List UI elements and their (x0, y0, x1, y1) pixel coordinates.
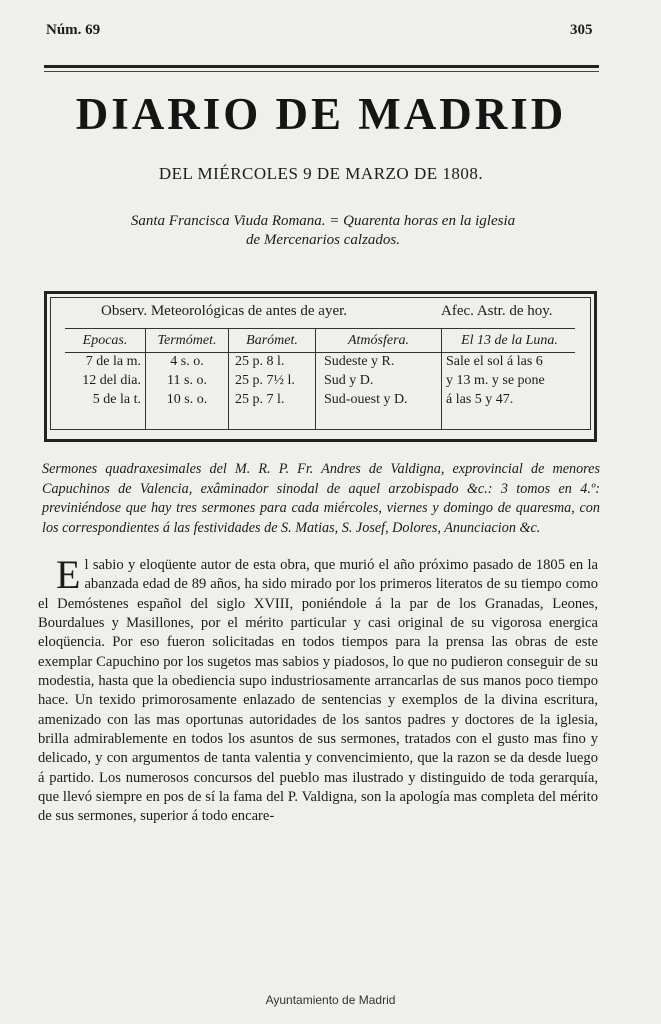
table-cell: 25 p. 7½ l. (235, 373, 295, 388)
page-number: 305 (570, 22, 593, 38)
weather-title-right: Afec. Astr. de hoy. (441, 303, 553, 319)
table-cell: Sud y D. (324, 373, 374, 388)
table-cell: Sud-ouest y D. (324, 392, 408, 407)
col-epocas (65, 329, 145, 429)
drop-cap: E (56, 552, 81, 597)
table-cell: y 13 m. y se pone (446, 373, 545, 388)
col-astro (442, 329, 577, 429)
col-header: Epocas. (82, 333, 128, 348)
saint-of-day (58, 212, 588, 250)
table-cell: Sale el sol á las 6 (446, 354, 543, 369)
col-atmosfera (316, 329, 441, 429)
article-text: l sabio y eloqüente autor de esta obra, que murió el año próximo pasado de 1805 en la abanzada edad de 89 años, ha sido mirado por los primeros literatos de su tiempo como el Demóstenes español del siglo XVIII, poniéndole á la par de los Granadas, Leones, Bourdalues y Masillones, por el mérito particular y casi original de su vigorosa energica eloqüencia. Por eso fueron solicitadas en todos tiempos para la prensa las obras de este exemplar Capuchino por los sugetos mas sabios y piadosos, lo que no pudieron conseguir de su modestia, hasta que la obediencia supo industriosamente arrancarlas de sus manos poco tiempo hace. Un texido primorosamente enlazado de sentencias y exemplos de la divina escritura, amenizado con las mas oportunas autoridades de los santos padres y doctores de la iglesia, brilla admirablemente en todos los asuntos de sus sermones, tratados con el gusto mas fino y delicado, y con argumentos de tanta valentia y convencimiento, que la razon se da desde luego á partido. Los numerosos concursos del pueblo mas ilustrado y distinguido de toda gerarquía, que llevó siempre en pos de sí la fama del P. Valdigna, son la apología mas completa del mérito de sus sermones, superior á todo encare- (38, 557, 598, 825)
header-rule-thin (44, 71, 599, 72)
table-cell: 12 del dia. (82, 373, 141, 388)
weather-title-left: Observ. Meteorológicas de antes de ayer. (101, 303, 348, 319)
col-termometro (146, 329, 228, 429)
table-cell: 5 de la t. (92, 392, 141, 407)
table-cell: Sudeste y R. (324, 354, 395, 369)
col-header: El 13 de la Luna. (461, 333, 558, 348)
weather-table-inner (50, 297, 591, 430)
table-cell: 25 p. 7 l. (235, 392, 285, 407)
issue-number: Núm. 69 (46, 22, 101, 38)
col-header: Atmósfera. (347, 333, 410, 348)
table-cell: á las 5 y 47. (446, 392, 514, 407)
saint-line-2: de Mercenarios calzados. (246, 232, 400, 248)
masthead-title: DIARIO DE MADRID (75, 89, 567, 139)
table-cell: 11 s. o. (167, 373, 207, 388)
article-intro: Sermones quadraxesimales del M. R. P. Fr. Andres de Valdigna, exprovincial de menores Capuchinos de Valencia, exâminador sinodal de aquel arzobispado &c.: 3 tomos en 4.º: previniéndose que hay tres sermones para cada miércoles, viernes y domingo de quaresma, con los correspondientes á las festividades de S. Matias, S. Josef, Dolores, Anunciacion &c. (42, 461, 600, 536)
weather-table (44, 291, 597, 442)
col-header: Termómet. (157, 333, 217, 348)
header-rule (44, 65, 599, 68)
footer-credit: Ayuntamiento de Madrid (265, 993, 396, 1007)
table-cell: 7 de la m. (85, 354, 141, 369)
article-body (38, 552, 598, 827)
date-line: DEL MIÉRCOLES 9 DE MARZO DE 1808. (158, 164, 484, 183)
table-cell: 25 p. 8 l. (235, 354, 285, 369)
col-header: Barómet. (246, 333, 298, 348)
col-barometro (229, 329, 315, 429)
table-cell: 4 s. o. (170, 354, 204, 369)
table-cell: 10 s. o. (166, 392, 208, 407)
saint-line-1: Santa Francisca Viuda Romana. = Quarenta horas en la iglesia (130, 213, 516, 229)
